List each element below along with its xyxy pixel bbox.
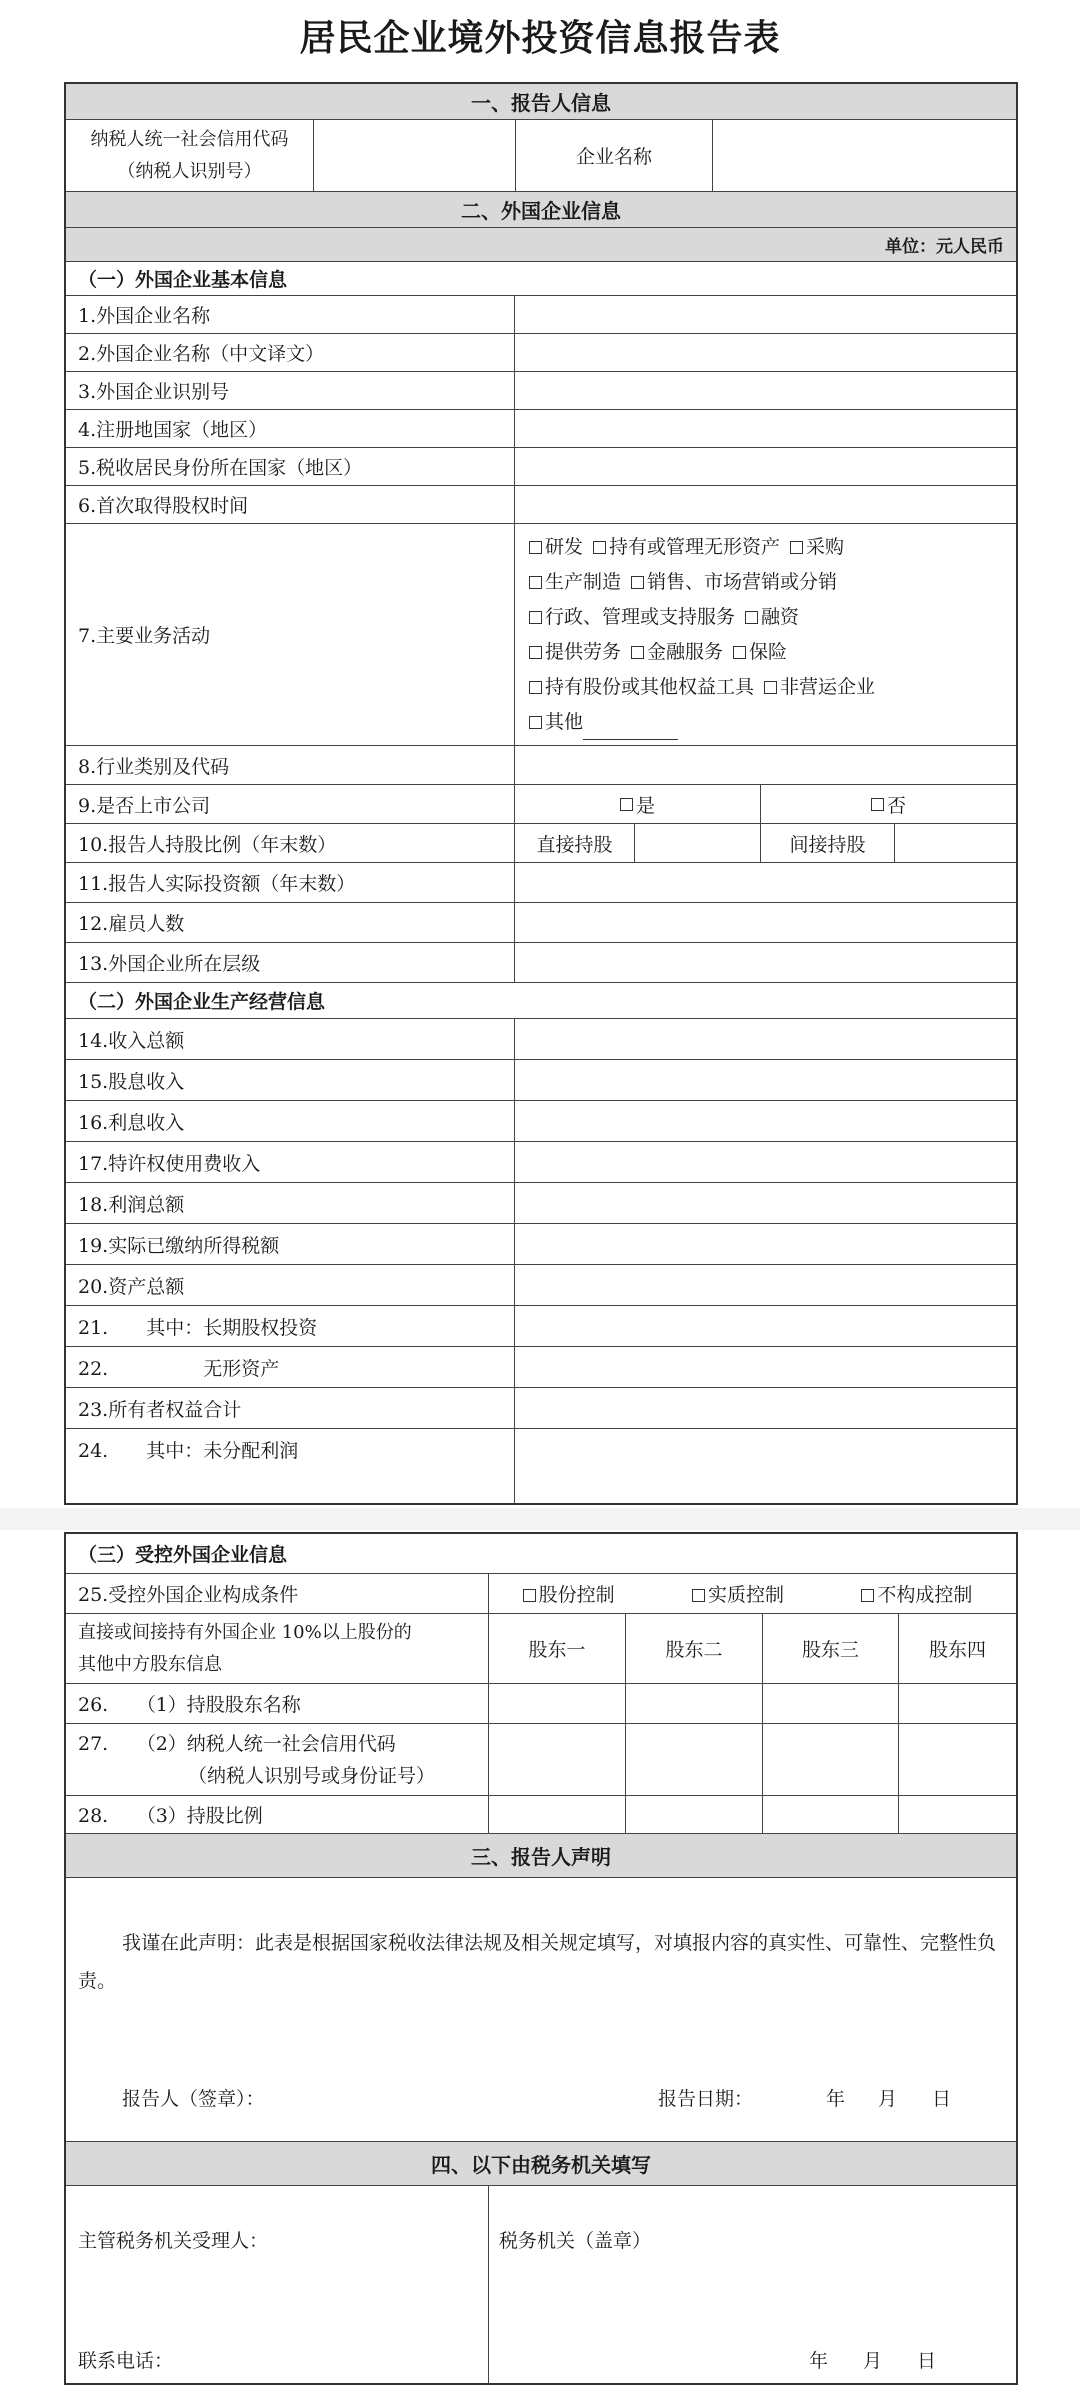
- row-value-field[interactable]: [514, 746, 1016, 784]
- tax-id-label-line2: （纳税人识别号）: [117, 160, 262, 182]
- form-table-part1: [64, 82, 1018, 1505]
- report-date-label: 报告日期：: [658, 2088, 754, 2110]
- activity-line-2: [529, 565, 847, 600]
- row-interest-income: [66, 1101, 1016, 1142]
- row-label: 22. 无形资产: [78, 1357, 280, 1380]
- row-label: 4.注册地国家（地区）: [78, 419, 268, 441]
- phone-label: 联系电话：: [78, 2350, 174, 2372]
- row-first-equity-date: [66, 486, 1016, 524]
- subsection-2-title: （二）外国企业生产经营信息: [78, 991, 326, 1013]
- shareholder-3-name-field[interactable]: [762, 1684, 898, 1723]
- checkbox-icon[interactable]: [745, 611, 758, 624]
- cfc-condition-options: [488, 1574, 1016, 1613]
- direct-holding-field[interactable]: [634, 824, 760, 862]
- shareholder-4-code-field[interactable]: [898, 1724, 1016, 1795]
- activity-line-6: [529, 705, 688, 740]
- row-value-field[interactable]: [514, 1060, 1016, 1100]
- row-industry-code: [66, 746, 1016, 785]
- shareholder-1-code-field[interactable]: [488, 1724, 625, 1795]
- subsection-3-row: [66, 1534, 1016, 1574]
- activity-option-labor[interactable]: 提供劳务: [529, 635, 621, 670]
- row-undistributed-profit: [66, 1429, 1016, 1503]
- checkbox-icon[interactable]: [593, 541, 606, 554]
- row-tier-level: [66, 943, 1016, 983]
- row-label: 21. 其中：长期股权投资: [78, 1316, 318, 1339]
- checkbox-icon[interactable]: [631, 646, 644, 659]
- row-value-field[interactable]: [514, 1265, 1016, 1305]
- row-label: 25.受控外国企业构成条件: [78, 1584, 299, 1606]
- form-table-part2: [64, 1532, 1018, 2385]
- direct-holding-label: 直接持股: [514, 824, 634, 862]
- cfc-option-no-control[interactable]: 不构成控制: [861, 1580, 972, 1607]
- section-1-header: [66, 84, 1016, 120]
- row-label: 18.利润总额: [78, 1193, 185, 1216]
- other-blank-line[interactable]: [583, 723, 678, 740]
- row-actual-investment: [66, 863, 1016, 903]
- row-shareholder-name: [66, 1684, 1016, 1724]
- reporter-signature-label: 报告人（签章）：: [122, 2088, 265, 2110]
- row-value-field[interactable]: [514, 1388, 1016, 1428]
- row-label: [66, 1724, 488, 1795]
- shareholder-label-line2: 其他中方股东信息: [78, 1653, 222, 1675]
- activity-option-other[interactable]: 其他: [529, 705, 678, 740]
- row-label: 10.报告人持股比例（年末数）: [78, 833, 337, 856]
- reporter-info-row: [66, 120, 1016, 192]
- checkbox-icon[interactable]: [529, 646, 542, 659]
- activity-line-3: [529, 600, 809, 635]
- receiver-cell: [66, 2186, 488, 2383]
- shareholder-1-name-field[interactable]: [488, 1684, 625, 1723]
- row-label: 19.实际已缴纳所得税额: [78, 1234, 280, 1257]
- activity-option-manufacturing[interactable]: 生产制造: [529, 565, 621, 600]
- shareholder-3-header: 股东三: [762, 1614, 898, 1683]
- cfc-option-equity-control[interactable]: 股份控制: [523, 1580, 615, 1607]
- row-value-field[interactable]: [514, 1224, 1016, 1264]
- shareholder-label-line1: 直接或间接持有外国企业 10%以上股份的: [78, 1621, 412, 1643]
- section-3-title: 三、报告人声明: [471, 1845, 611, 1869]
- tax-authority-block: [66, 2186, 1016, 2383]
- row-value-field[interactable]: [514, 296, 1016, 333]
- receiver-label: 主管税务机关受理人：: [78, 2230, 269, 2252]
- row-label: 23.所有者权益合计: [78, 1398, 242, 1421]
- tax-seal-cell: [488, 2186, 1016, 2383]
- row-shareholder-credit-code: [66, 1724, 1016, 1796]
- row-value-field[interactable]: [514, 1101, 1016, 1141]
- checkbox-icon[interactable]: [871, 798, 884, 811]
- seal-month-label: 月: [863, 2350, 883, 2372]
- shareholder-3-code-field[interactable]: [762, 1724, 898, 1795]
- row-foreign-name: [66, 296, 1016, 334]
- activity-option-purchasing[interactable]: 采购: [790, 530, 844, 565]
- row-income-tax-paid: [66, 1224, 1016, 1265]
- form-title: 居民企业境外投资信息报告表: [299, 18, 781, 59]
- row-value-field[interactable]: [514, 1306, 1016, 1346]
- seal-year-label: 年: [809, 2350, 829, 2372]
- row-label: 16.利息收入: [78, 1111, 185, 1134]
- row-label: 12.雇员人数: [78, 913, 185, 935]
- activity-checklist: [514, 524, 1016, 745]
- checkbox-icon[interactable]: [631, 576, 644, 589]
- checkbox-icon[interactable]: [529, 716, 542, 729]
- row-label: 6.首次取得股权时间: [78, 495, 249, 517]
- indirect-holding-label: 间接持股: [760, 824, 894, 862]
- tax-id-label-line1: 纳税人统一社会信用代码: [90, 128, 289, 150]
- activity-line-4: [529, 635, 797, 670]
- row-long-term-equity: [66, 1306, 1016, 1347]
- tax-seal-label: 税务机关（盖章）: [499, 2230, 652, 2252]
- row-label: 7.主要业务活动: [78, 625, 211, 647]
- row-label: 17.特许权使用费收入: [78, 1152, 261, 1175]
- row-value-field[interactable]: [514, 863, 1016, 902]
- row-label: 1.外国企业名称: [78, 305, 211, 327]
- row-value-field[interactable]: [514, 1019, 1016, 1059]
- row-employees: [66, 903, 1016, 943]
- declaration-text: 我谨在此声明：此表是根据国家税收法律法规及相关规定填写，对填报内容的真实性、可靠性、完整性负责。: [78, 1932, 997, 1992]
- tax-id-field[interactable]: [313, 120, 515, 191]
- subsection-1-row: [66, 262, 1016, 296]
- row-label: 20.资产总额: [78, 1275, 185, 1298]
- row-foreign-id: [66, 372, 1016, 410]
- activity-line-1: [529, 530, 854, 565]
- shareholder-4-ratio-field[interactable]: [898, 1796, 1016, 1833]
- shareholder-3-ratio-field[interactable]: [762, 1796, 898, 1833]
- row-label: 2.外国企业名称（中文译文）: [78, 343, 325, 365]
- shareholder-info-label: [66, 1614, 488, 1683]
- shareholder-2-name-field[interactable]: [625, 1684, 762, 1723]
- credit-code-label-line1: 27. （2）纳税人统一社会信用代码: [78, 1732, 396, 1755]
- report-year-label: 年: [826, 2088, 846, 2110]
- row-cfc-condition: [66, 1574, 1016, 1614]
- row-value-field[interactable]: [514, 372, 1016, 409]
- listed-yes-option[interactable]: 是: [514, 785, 760, 823]
- row-shareholder-ratio: [66, 1796, 1016, 1834]
- section-2-header: [66, 192, 1016, 228]
- activity-option-rd[interactable]: 研发: [529, 530, 583, 565]
- activity-option-sales[interactable]: 销售、市场营销或分销: [631, 565, 837, 600]
- section-1-title: 一、报告人信息: [471, 91, 611, 115]
- section-2-title: 二、外国企业信息: [461, 199, 621, 223]
- tax-id-label: [66, 120, 313, 191]
- checkbox-icon[interactable]: [529, 541, 542, 554]
- row-label: 26. （1）持股股东名称: [78, 1694, 301, 1716]
- activity-option-equity-holding[interactable]: 持有股份或其他权益工具: [529, 670, 754, 705]
- row-label: 24. 其中：未分配利润: [78, 1440, 299, 1462]
- row-shareholder-header: [66, 1614, 1016, 1684]
- activity-option-non-operating[interactable]: 非营运企业: [764, 670, 875, 705]
- shareholder-4-name-field[interactable]: [898, 1684, 1016, 1723]
- credit-code-label-line2: （纳税人识别号或身份证号）: [188, 1764, 436, 1787]
- checkbox-icon[interactable]: [523, 1589, 536, 1602]
- row-label: 11.报告人实际投资额（年末数）: [78, 873, 356, 895]
- row-listed-company: [66, 785, 1016, 824]
- subsection-1-title: （一）外国企业基本信息: [78, 269, 288, 291]
- row-foreign-name-cn: [66, 334, 1016, 372]
- subsection-2-row: [66, 983, 1016, 1019]
- shareholder-2-header: 股东二: [625, 1614, 762, 1683]
- row-label: 14.收入总额: [78, 1029, 185, 1052]
- currency-unit: 单位：元人民币: [885, 237, 1004, 257]
- row-total-profit: [66, 1183, 1016, 1224]
- report-day-label: 日: [932, 2088, 952, 2110]
- row-label: 13.外国企业所在层级: [78, 953, 261, 975]
- unit-row: [66, 228, 1016, 262]
- row-value-field[interactable]: [514, 1183, 1016, 1223]
- row-label: 15.股息收入: [78, 1070, 185, 1093]
- row-value-field[interactable]: [514, 943, 1016, 982]
- row-label: 28. （3）持股比例: [78, 1805, 263, 1827]
- row-intangible-assets: [66, 1347, 1016, 1388]
- row-value-field[interactable]: [514, 410, 1016, 447]
- subsection-3-title: （三）受控外国企业信息: [78, 1544, 288, 1566]
- row-label: 9.是否上市公司: [78, 794, 211, 817]
- activity-option-financial-services[interactable]: 金融服务: [631, 635, 723, 670]
- row-label: 5.税收居民身份所在国家（地区）: [78, 457, 363, 479]
- cfc-option-substantive-control[interactable]: 实质控制: [692, 1580, 784, 1607]
- checkbox-icon[interactable]: [790, 541, 803, 554]
- row-total-equity: [66, 1388, 1016, 1429]
- section-4-header: [66, 2142, 1016, 2186]
- shareholder-1-ratio-field[interactable]: [488, 1796, 625, 1833]
- row-value-field[interactable]: [514, 1429, 1016, 1503]
- listed-no-option[interactable]: 否: [760, 785, 1016, 823]
- row-value-field[interactable]: [514, 1347, 1016, 1387]
- row-label: 8.行业类别及代码: [78, 755, 230, 778]
- row-label: 3.外国企业识别号: [78, 381, 230, 403]
- section-3-header: [66, 1834, 1016, 1878]
- shareholder-2-code-field[interactable]: [625, 1724, 762, 1795]
- report-month-label: 月: [878, 2088, 898, 2110]
- shareholder-4-header: 股东四: [898, 1614, 1016, 1683]
- activity-option-intangible[interactable]: 持有或管理无形资产: [593, 530, 780, 565]
- row-total-assets: [66, 1265, 1016, 1306]
- section-4-title: 四、以下由税务机关填写: [431, 2153, 651, 2177]
- seal-day-label: 日: [917, 2350, 937, 2372]
- page-break: [0, 1508, 1080, 1530]
- checkbox-icon[interactable]: [529, 681, 542, 694]
- row-value-field[interactable]: [514, 486, 1016, 523]
- row-main-activities: [66, 524, 1016, 746]
- row-value-field[interactable]: [514, 334, 1016, 371]
- checkbox-icon[interactable]: [529, 611, 542, 624]
- checkbox-icon[interactable]: [733, 646, 746, 659]
- row-value-field[interactable]: [514, 1142, 1016, 1182]
- declaration-block: [66, 1878, 1016, 2142]
- checkbox-icon[interactable]: [764, 681, 777, 694]
- indirect-holding-field[interactable]: [894, 824, 1016, 862]
- row-tax-residence: [66, 448, 1016, 486]
- checkbox-icon[interactable]: [620, 798, 633, 811]
- shareholder-1-header: 股东一: [488, 1614, 625, 1683]
- row-royalty-income: [66, 1142, 1016, 1183]
- company-name-field[interactable]: [712, 120, 1016, 191]
- row-registration-country: [66, 410, 1016, 448]
- row-dividend-income: [66, 1060, 1016, 1101]
- shareholder-2-ratio-field[interactable]: [625, 1796, 762, 1833]
- row-value-field[interactable]: [514, 448, 1016, 485]
- activity-option-insurance[interactable]: 保险: [733, 635, 787, 670]
- row-shareholding-ratio: [66, 824, 1016, 863]
- checkbox-icon[interactable]: [692, 1589, 705, 1602]
- checkbox-icon[interactable]: [861, 1589, 874, 1602]
- activity-option-admin[interactable]: 行政、管理或支持服务: [529, 600, 735, 635]
- row-total-income: [66, 1019, 1016, 1060]
- activity-line-5: [529, 670, 885, 705]
- row-value-field[interactable]: [514, 903, 1016, 942]
- company-name-label: 企业名称: [515, 120, 712, 191]
- checkbox-icon[interactable]: [529, 576, 542, 589]
- activity-option-financing[interactable]: 融资: [745, 600, 799, 635]
